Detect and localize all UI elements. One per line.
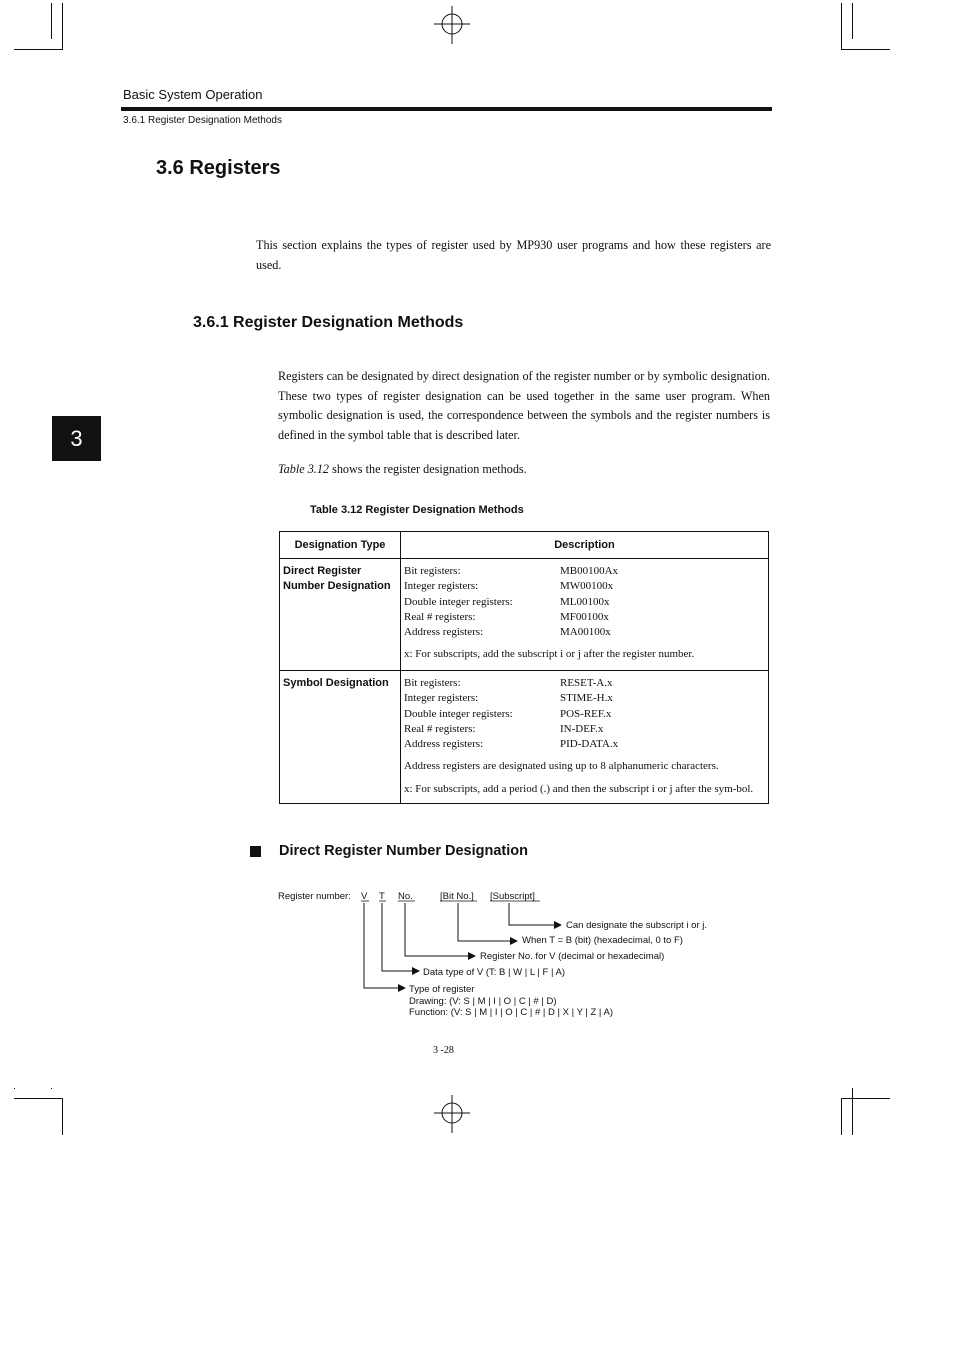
direct-section-title: Direct Register Number Designation	[279, 843, 528, 859]
register-line	[404, 625, 765, 640]
register-label: Address registers:	[404, 738, 484, 751]
table-header-cell: Designation Type	[280, 532, 401, 559]
running-header-title: Basic System Operation	[123, 87, 263, 102]
crop-mark	[62, 3, 63, 50]
register-example: RESET-A.x	[560, 677, 613, 689]
register-table	[279, 531, 769, 804]
crop-mark	[841, 1098, 890, 1099]
register-line	[404, 691, 765, 706]
description-cell	[401, 671, 769, 804]
register-label: Bit registers:	[404, 677, 461, 689]
crop-mark	[841, 3, 842, 50]
register-label: Integer registers:	[404, 692, 479, 705]
register-line	[404, 610, 765, 625]
table-header-cell: Description	[401, 532, 769, 559]
table-row	[280, 559, 769, 671]
diagram-field-t: T	[379, 891, 385, 902]
register-line	[404, 722, 765, 737]
section-title: 3.6 Registers	[156, 157, 281, 179]
register-line	[404, 676, 765, 691]
crop-mark	[841, 1098, 842, 1135]
subsection-paragraph: Registers can be designated by direct designation of the register number or by symbolic designation. These two types of register designation can be used together in the same user program. When symbolic designation is used, the correspondence between the symbols and the register numbers is defined in the symbol table that is described later.	[278, 369, 770, 442]
diagram-field-no: No.	[398, 891, 413, 902]
register-example: IN-DEF.x	[560, 722, 604, 735]
register-example: MB00100Ax	[560, 565, 619, 577]
register-label: Double integer registers:	[404, 595, 513, 608]
diagram-label-register-no: Register No. for V (decimal or hexadecimal)	[480, 951, 665, 962]
crop-mark	[852, 3, 853, 39]
register-line	[404, 707, 765, 722]
designation-type-cell: Symbol Designation	[280, 671, 401, 804]
table-reference: Table 3.12	[278, 462, 330, 476]
section-intro: This section explains the types of register used by MP930 user programs and how these registers are used.	[256, 238, 771, 272]
description-cell	[401, 559, 769, 671]
registration-mark-top	[432, 6, 472, 46]
diagram-label-data-type: Data type of V (T: B | W | L | F | A)	[423, 967, 566, 978]
diagram-label-drawing: Drawing: (V: S | M | I | O | C | # | D)	[409, 996, 557, 1007]
register-example: ML00100x	[560, 595, 610, 608]
crop-mark	[14, 1098, 63, 1099]
register-line	[404, 579, 765, 594]
diagram-field-subscript: [Subscript]	[490, 891, 535, 902]
table-reference-line	[278, 462, 527, 477]
crop-mark	[62, 1098, 63, 1135]
register-label: Real # registers:	[404, 722, 476, 735]
diagram-prefix: Register number:	[278, 891, 351, 902]
diagram-label-function: Function: (V: S | M | I | O | C | # | D | X | Y | Z | A)	[409, 1007, 613, 1018]
diagram-label-subscript: Can designate the subscript i or j.	[566, 920, 707, 931]
designation-type-cell: Direct Register Number Designation	[280, 559, 401, 671]
register-example: MW00100x	[560, 580, 614, 593]
table-caption: Table 3.12 Register Designation Methods	[310, 504, 524, 516]
table-note: Address registers are designated using up to 8 alphanumeric characters.	[404, 760, 719, 773]
register-example: PID-DATA.x	[560, 738, 619, 751]
register-line	[404, 737, 765, 752]
register-label: Address registers:	[404, 626, 484, 639]
diagram-field-v: V	[361, 891, 368, 902]
table-row	[280, 671, 769, 804]
subsection-title: 3.6.1 Register Designation Methods	[193, 314, 464, 331]
diagram-label-bit-no: When T = B (bit) (hexadecimal, 0 to F)	[522, 935, 683, 946]
crop-mark	[51, 3, 52, 39]
register-label: Integer registers:	[404, 580, 479, 593]
register-number-diagram	[270, 885, 750, 1025]
header-rule	[121, 107, 772, 111]
register-line	[404, 564, 765, 579]
register-example: MA00100x	[560, 626, 611, 639]
page-number: 3 -28	[433, 1045, 454, 1056]
running-header-subsection: 3.6.1 Register Designation Methods	[123, 115, 282, 126]
table-note: x: For subscripts, add the subscript i or j after the register number.	[404, 648, 695, 661]
register-example: POS-REF.x	[560, 707, 612, 720]
register-example: MF00100x	[560, 610, 609, 623]
table-reference-text: shows the register designation methods.	[329, 462, 527, 476]
register-example: STIME-H.x	[560, 692, 613, 705]
crop-mark	[14, 1088, 15, 1089]
diagram-label-register-type: Type of register	[409, 984, 475, 995]
diagram-field-bit-no: [Bit No.]	[440, 891, 474, 902]
table-header-row	[280, 532, 769, 559]
crop-mark	[841, 49, 890, 50]
table-note: x: For subscripts, add a period (.) and then the subscript i or j after the sym-bol.	[404, 782, 754, 795]
crop-mark	[852, 1088, 853, 1135]
register-line	[404, 595, 765, 610]
register-label: Real # registers:	[404, 610, 476, 623]
register-label: Double integer registers:	[404, 707, 513, 720]
chapter-tab: 3	[52, 416, 101, 461]
crop-mark	[14, 49, 63, 50]
registration-mark-bottom	[432, 1095, 472, 1135]
register-label: Bit registers:	[404, 565, 461, 577]
bullet-square-icon	[250, 846, 261, 857]
crop-mark	[51, 1088, 52, 1089]
